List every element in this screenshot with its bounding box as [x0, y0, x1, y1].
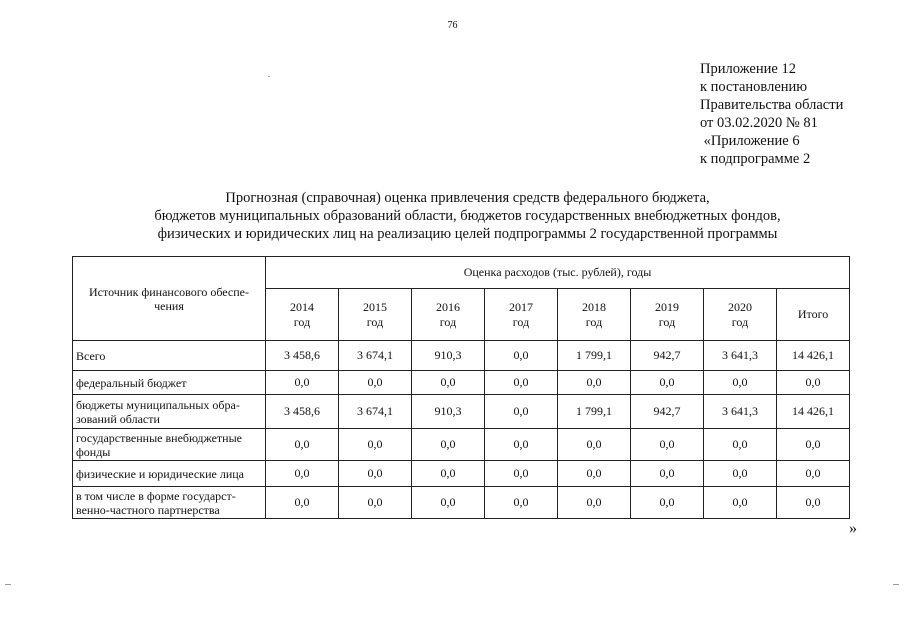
value-cell: 0,0: [266, 429, 339, 461]
appendix-line: Приложение 12: [700, 61, 796, 77]
value-cell: 0,0: [558, 487, 631, 519]
year-unit: год: [366, 314, 384, 329]
row-label: [73, 371, 266, 395]
value-cell: 0,0: [412, 487, 485, 519]
table-row: [73, 371, 850, 395]
source-column-header: [73, 257, 266, 341]
value-cell: 0,0: [412, 429, 485, 461]
document-title: [0, 189, 905, 243]
value-cell: 0,0: [266, 461, 339, 487]
value-cell: 1 799,1: [558, 395, 631, 429]
closing-quote: »: [849, 520, 857, 537]
source-header-line: Источник финансового обеспе-: [88, 284, 250, 299]
value-cell: 0,0: [266, 371, 339, 395]
value-cell: 0,0: [339, 461, 412, 487]
value-cell: 0,0: [485, 341, 558, 371]
value-cell: 0,0: [631, 487, 704, 519]
row-label: [73, 487, 266, 519]
value-cell: 0,0: [704, 487, 777, 519]
total-cell: 14 426,1: [777, 341, 850, 371]
title-line: бюджетов муниципальных образований области, бюджетов государственных внебюджетных фондов,: [154, 208, 781, 224]
row-label: [73, 461, 266, 487]
row-label-line: Всего: [76, 348, 106, 363]
year-value: 2018: [582, 299, 606, 314]
title-line: физических и юридических лиц на реализацию целей подпрограммы 2 государственной программы: [157, 226, 778, 242]
appendix-line: к постановлению: [700, 79, 808, 95]
value-cell: 0,0: [266, 487, 339, 519]
value-cell: 0,0: [339, 371, 412, 395]
value-cell: 3 674,1: [339, 395, 412, 429]
value-cell: 0,0: [485, 429, 558, 461]
value-cell: 0,0: [558, 371, 631, 395]
row-label-line: федеральный бюджет: [76, 375, 187, 390]
value-cell: 3 458,6: [266, 341, 339, 371]
value-cell: 0,0: [631, 461, 704, 487]
total-cell: 0,0: [777, 429, 850, 461]
value-cell: 0,0: [558, 461, 631, 487]
source-header-line: чения: [154, 298, 184, 313]
year-unit: год: [512, 314, 530, 329]
value-cell: 942,7: [631, 395, 704, 429]
total-cell: 0,0: [777, 371, 850, 395]
year-header: [485, 289, 558, 341]
year-header: [631, 289, 704, 341]
value-cell: 1 799,1: [558, 341, 631, 371]
row-label-line: бюджеты муниципальных обра-: [76, 397, 240, 412]
table-row: [73, 461, 850, 487]
appendix-block: [700, 60, 843, 168]
row-label: [73, 395, 266, 429]
value-cell: 0,0: [485, 461, 558, 487]
year-unit: год: [293, 314, 311, 329]
value-cell: 0,0: [704, 461, 777, 487]
value-cell: 0,0: [631, 371, 704, 395]
row-label-line: государственные внебюджетные: [76, 430, 242, 445]
table-row: [73, 487, 850, 519]
value-cell: 3 458,6: [266, 395, 339, 429]
year-unit: год: [658, 314, 676, 329]
row-label-line: венно-частного партнерства: [76, 502, 220, 517]
total-cell: 0,0: [777, 487, 850, 519]
value-cell: 942,7: [631, 341, 704, 371]
value-cell: 0,0: [339, 429, 412, 461]
page-number: 76: [447, 20, 458, 31]
year-header: [266, 289, 339, 341]
row-label-line: зований области: [76, 411, 160, 426]
year-header: [704, 289, 777, 341]
value-cell: 0,0: [704, 429, 777, 461]
title-line: Прогнозная (справочная) оценка привлечения средств федерального бюджета,: [225, 190, 710, 206]
value-cell: 0,0: [412, 461, 485, 487]
stray-mark: .: [268, 70, 270, 79]
row-label-line: в том числе в форме государст-: [76, 488, 236, 503]
year-header: [412, 289, 485, 341]
table-header-row: [73, 257, 850, 289]
appendix-line: «Приложение 6: [700, 133, 800, 149]
year-value: 2020: [728, 299, 752, 314]
scan-edge-mark: [5, 584, 11, 585]
total-cell: 14 426,1: [777, 395, 850, 429]
year-value: 2014: [290, 299, 314, 314]
year-value: 2015: [363, 299, 387, 314]
row-label-line: фонды: [76, 444, 111, 459]
value-cell: 0,0: [485, 487, 558, 519]
appendix-line: к подпрограмме 2: [700, 151, 811, 167]
appendix-line: от 03.02.2020 № 81: [700, 115, 818, 131]
value-cell: 3 641,3: [704, 395, 777, 429]
table-row: [73, 341, 850, 371]
value-cell: 0,0: [485, 395, 558, 429]
value-cell: 0,0: [558, 429, 631, 461]
budget-table: [72, 256, 850, 519]
value-cell: 0,0: [485, 371, 558, 395]
table-row: [73, 429, 850, 461]
expense-group-header: Оценка расходов (тыс. рублей), годы: [266, 257, 850, 289]
value-cell: 3 641,3: [704, 341, 777, 371]
value-cell: 0,0: [339, 487, 412, 519]
appendix-line: Правительства области: [700, 97, 844, 113]
value-cell: 0,0: [704, 371, 777, 395]
value-cell: 910,3: [412, 341, 485, 371]
total-header: Итого: [777, 289, 850, 341]
value-cell: 0,0: [412, 371, 485, 395]
year-value: 2017: [509, 299, 533, 314]
year-value: 2016: [436, 299, 460, 314]
value-cell: 0,0: [631, 429, 704, 461]
row-label-line: физические и юридические лица: [76, 466, 244, 481]
year-value: 2019: [655, 299, 679, 314]
year-unit: год: [731, 314, 749, 329]
row-label: [73, 429, 266, 461]
year-header: [558, 289, 631, 341]
row-label: [73, 341, 266, 371]
year-header: [339, 289, 412, 341]
year-unit: год: [439, 314, 457, 329]
scan-edge-mark: [893, 584, 899, 585]
year-unit: год: [585, 314, 603, 329]
table-row: [73, 395, 850, 429]
total-cell: 0,0: [777, 461, 850, 487]
value-cell: 3 674,1: [339, 341, 412, 371]
value-cell: 910,3: [412, 395, 485, 429]
